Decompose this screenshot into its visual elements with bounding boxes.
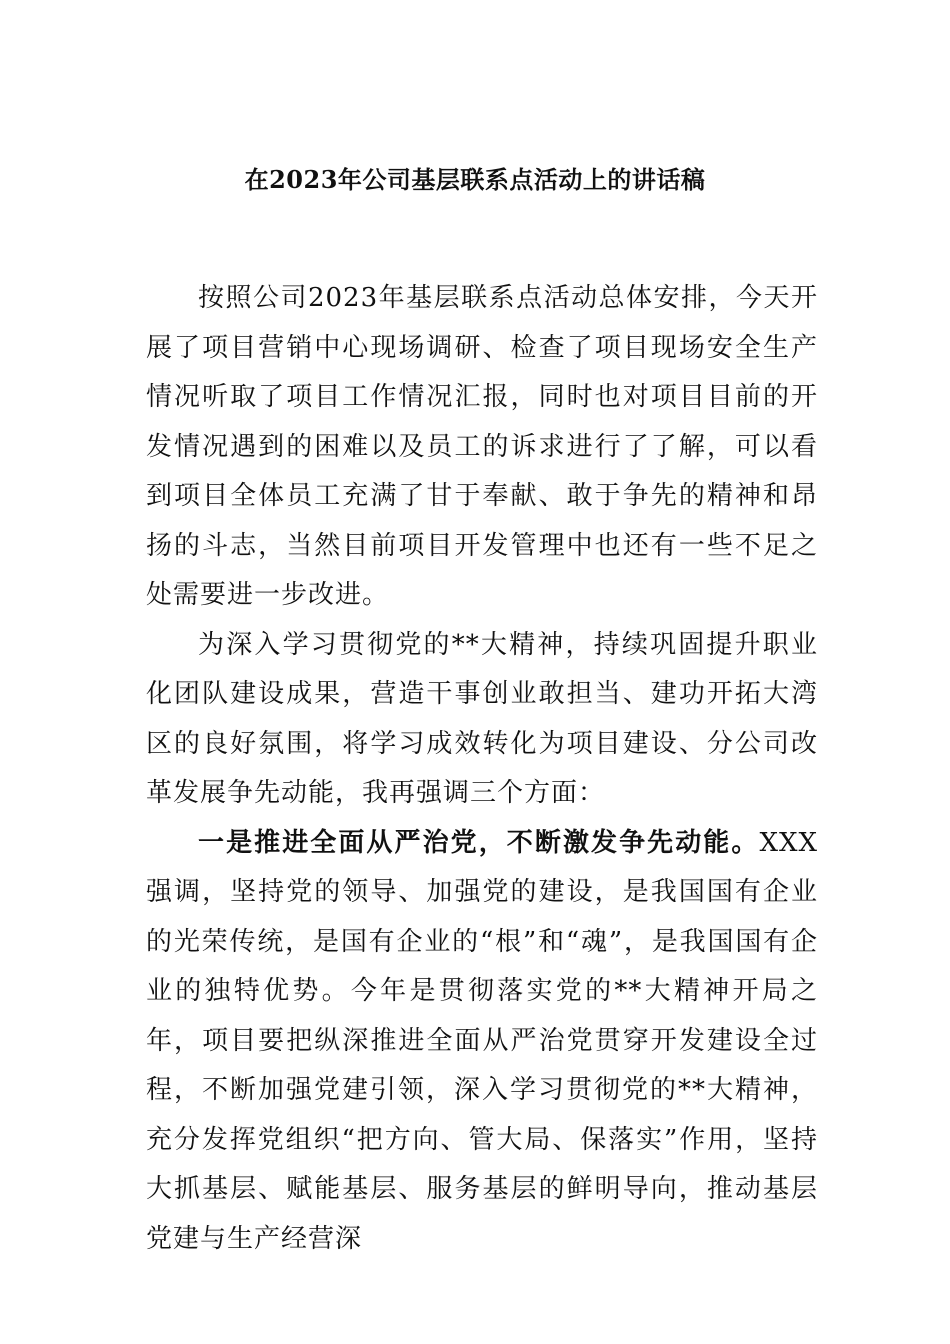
paragraph-2-text: 为深入学习贯彻党的**大精神，持续巩固提升职业化团队建设成果，营造干事创业敢担当、建功开拓大湾区的良好氛围，将学习成效转化为项目建设、分公司改革发展争先动能，我再强调三个方面： (146, 629, 818, 808)
paragraph-1 (146, 274, 818, 621)
paragraph-2 (146, 621, 818, 819)
paragraph-3-text: XXX强调，坚持党的领导、加强党的建设，是我国国有企业的光荣传统，是国有企业的“根”和“魂”，是我国国有企业的独特优势。今年是贯彻落实党的**大精神开局之年，项目要把纵深推进全面从严治党贯穿开发建设全过程，不断加强党建引领，深入学习贯彻党的**大精神，充分发挥党组织“把方向、管大局、保落实”作用，坚持大抓基层、赋能基层、服务基层的鲜明导向，推动基层党建与生产经营深 (146, 827, 818, 1254)
document-title: 在2023年公司基层联系点活动上的讲话稿 (244, 165, 706, 194)
paragraph-3 (146, 819, 818, 1265)
paragraph-1-text: 按照公司2023年基层联系点活动总体安排，今天开展了项目营销中心现场调研、检查了项目现场安全生产情况听取了项目工作情况汇报，同时也对项目目前的开发情况遇到的困难以及员工的诉求进行了了解，可以看到项目全体员工充满了甘于奉献、敢于争先的精神和昂扬的斗志，当然目前项目开发管理中也还有一些不足之处需要进一步改进。 (146, 283, 818, 610)
paragraph-3-lead: 一是推进全面从严治党，不断激发争先动能。 (198, 827, 760, 858)
document-body (146, 274, 818, 1264)
